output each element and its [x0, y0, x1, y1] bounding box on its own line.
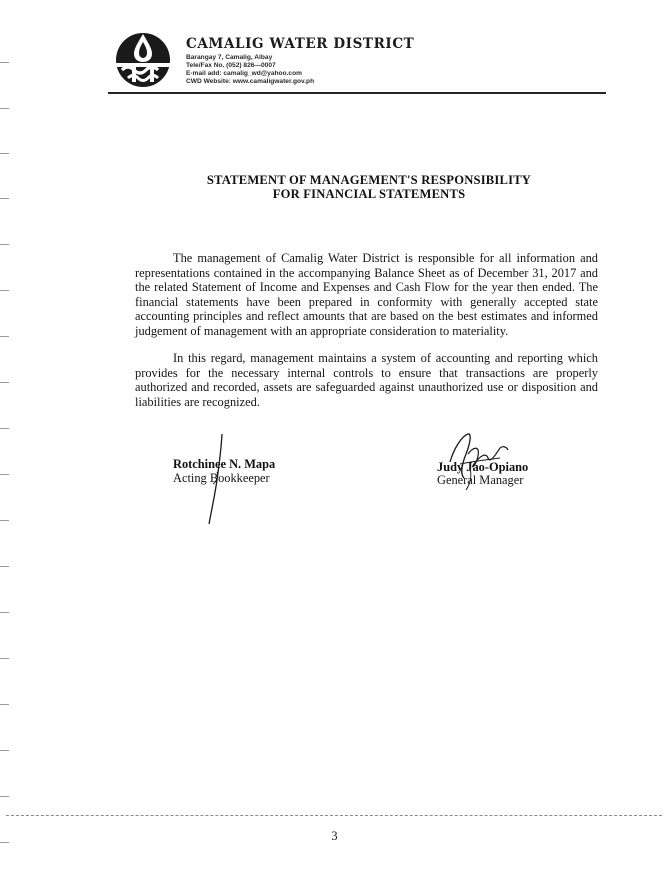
page-number: 3: [331, 829, 338, 843]
header-divider: [108, 92, 606, 94]
body-paragraph-1-text: The management of Camalig Water District is responsible for all information and representations contained in the accompanying Balance Sheet as of December 31, 2017 and the related Statement of Income and Expenses and Cash Flow for the year then ended. The financial statements have been prepared in conformity with generally accepted state accounting principles and reflect amounts that are based on the best estimates and informed judgement of management with an appropriate consideration to materiality.: [135, 251, 598, 338]
body-paragraph-2: [135, 351, 598, 409]
organization-address: Barangay 7, Camalig, Albay: [186, 54, 273, 61]
signatory-name-1: Rotchinee N. Mapa: [173, 457, 276, 471]
signatory-position-1: Acting Bookkeeper: [173, 471, 270, 485]
water-drop-logo-icon: [108, 30, 178, 90]
organization-website: CWD Website: www.camaligwater.gov.ph: [186, 78, 315, 85]
organization-name: CAMALIG WATER DISTRICT: [186, 36, 415, 52]
document-title-line-1: STATEMENT OF MANAGEMENT'S RESPONSIBILITY: [206, 173, 532, 187]
footer-divider: [6, 815, 662, 816]
body-paragraph-1: [135, 251, 598, 339]
signatory-position-2: General Manager: [437, 473, 524, 487]
organization-telefax: Tele/Fax No. (052) 826—0007: [186, 62, 276, 69]
document-title-line-2: FOR FINANCIAL STATEMENTS: [272, 187, 466, 201]
organization-email: E-mail add: camalig_wd@yahoo.com: [186, 70, 302, 77]
body-paragraph-2-text: In this regard, management maintains a system of accounting and reporting which provides for the necessary internal controls to ensure that transactions are properly authorized and recorded, assets are safeguarded against unauthorized use or disposition and liabilities are recognized.: [135, 351, 598, 409]
signatory-name-2: Judy Jao-Opiano: [437, 460, 529, 474]
